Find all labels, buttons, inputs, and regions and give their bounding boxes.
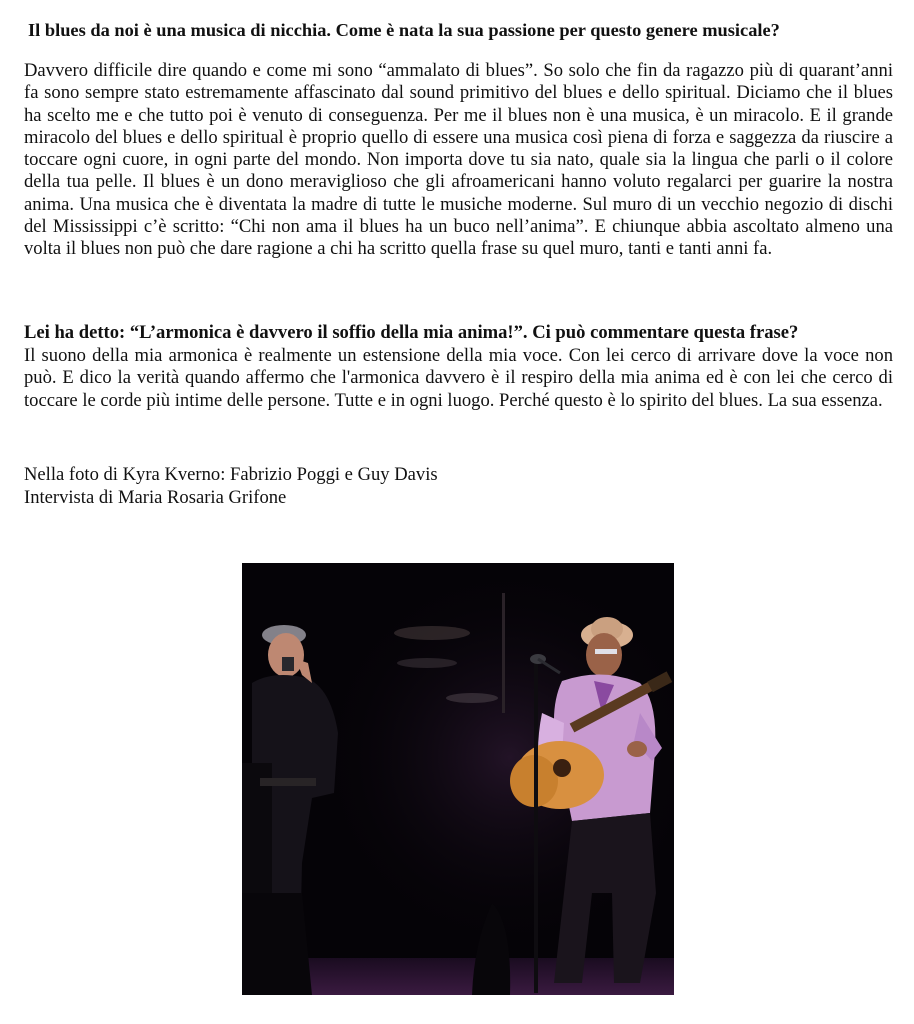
interview-answer-2: Il suono della mia armonica è realmente un estensione della mia voce. Con lei cerco di arrivare dove la voce non può. E dico la verità quando affermo che l'armonica davvero è il respiro della mia anima ed è con lei che cerco di toccare le corde più intime delle persone. Tutte e in ogni luogo. Perché questo è lo spirito del blues. La sua essenza. (24, 345, 893, 411)
interview-answer-1: Davvero difficile dire quando e come mi sono “ammalato di blues”. So solo che fin da ragazzo più di quarant’anni fa sono sempre stato estremamente affascinato dal sound primitivo del blues e dello spiritual. Diciamo che il blues ha scelto me e che tutto poi è venuto di conseguenza. Per me il blues non è una musica, è un miracolo. E il grande miracolo del blues e dello spiritual è proprio quello di essere una musica così piena di forza e saggezza da riuscire a toccare ogni cuore, in ogni parte del mondo. Non importa dove tu sia nato, quale sia la lingua che parli o il colore della tua pelle. Il blues è un dono meraviglioso che gli afroamericani hanno voluto regalarci per guarire la nostra anima. Una musica che è diventata la madre di tutte le musiche moderne. Sul muro di un vecchio negozio di dischi del Mississippi c’è scritto: “Chi non ama il blues ha un buco nell’anima”. E chiunque abbia ascoltato almeno una volta il blues non può che dare ragione a chi ha scritto quella frase su quel muro, tanti e tanti anni fa. (24, 60, 893, 260)
interview-question-1: Il blues da noi è una musica di nicchia. Come è nata la sua passione per questo genere musicale? (28, 20, 780, 40)
interview-credit: Intervista di Maria Rosaria Grifone (24, 487, 287, 508)
concert-photo (242, 563, 674, 995)
interview-question-2: Lei ha detto: “L’armonica è davvero il soffio della mia anima!”. Ci può commentare questa frase? (24, 322, 799, 343)
photo-credit: Nella foto di Kyra Kverno: Fabrizio Poggi e Guy Davis (24, 464, 438, 485)
